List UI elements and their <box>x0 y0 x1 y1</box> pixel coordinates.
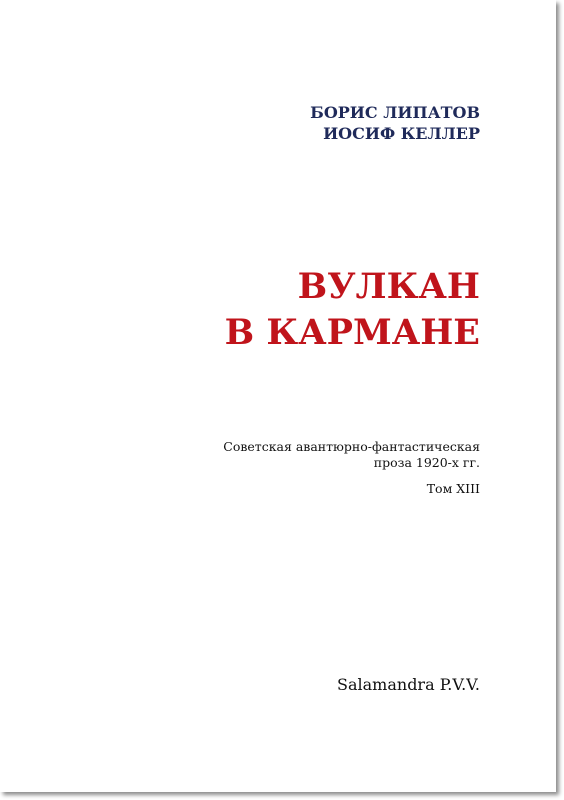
authors-block <box>310 102 480 144</box>
author-name: ИОСИФ КЕЛЛЕР <box>323 124 480 143</box>
publisher-name: Salamandra P.V.V. <box>337 675 480 694</box>
series-description <box>223 439 480 471</box>
book-title-line: В КАРМАНЕ <box>224 312 480 353</box>
book-title-line: ВУЛКАН <box>297 266 480 307</box>
book-title <box>225 264 480 356</box>
author-name: БОРИС ЛИПАТОВ <box>310 103 480 122</box>
volume-number: Том XIII <box>426 481 480 496</box>
series-line: Советская авантюрно-фантастическая <box>223 439 480 454</box>
series-line: проза 1920-х гг. <box>373 455 480 470</box>
